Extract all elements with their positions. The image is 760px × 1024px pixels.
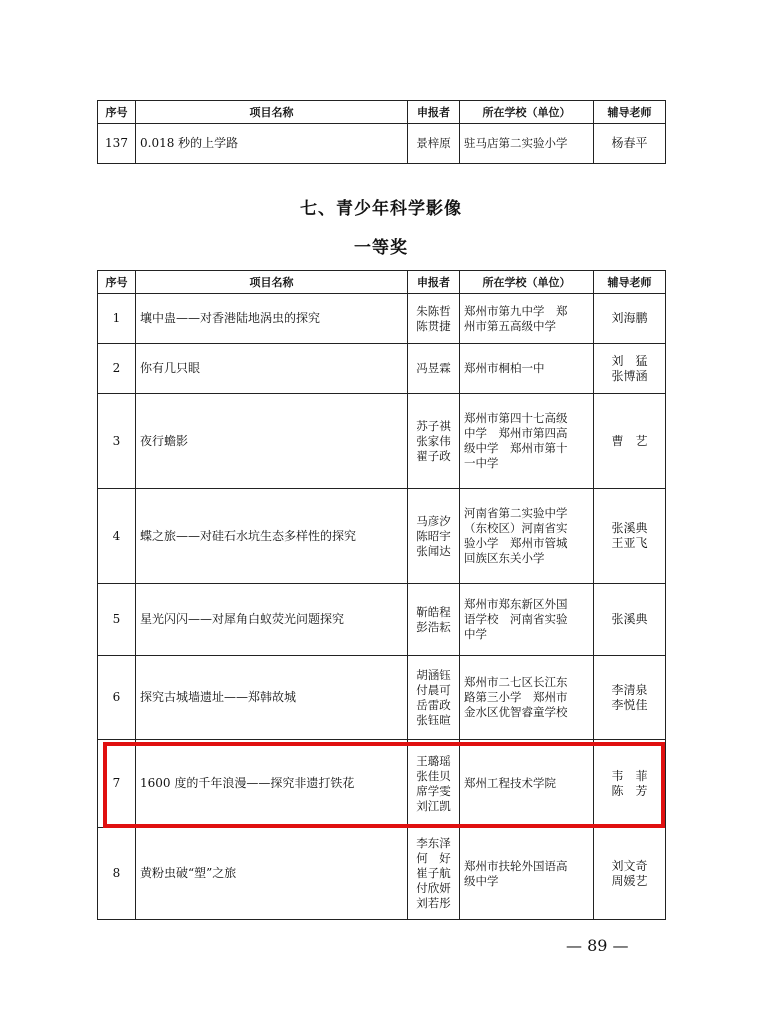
applicant-name: 张钰暄 [416,712,451,727]
header-project: 项目名称 [136,101,408,124]
school-line: 一中学 [464,456,499,470]
cell-seq: 137 [98,124,136,164]
cell-teachers [594,656,666,740]
applicant-name: 席学雯 [416,783,451,798]
teacher-name: 刘 猛 [611,353,648,368]
header-teacher: 辅导老师 [594,101,666,124]
teacher-name: 李清泉 [611,682,648,697]
cell-teachers [594,584,666,656]
school-line: 中学 郑州市第四高 [464,426,568,440]
school-line: 郑州市扶轮外国语高 [464,858,568,873]
table-header-row [98,271,666,294]
award-title: 一等奖 [354,238,408,258]
cell-applicants [408,124,460,164]
header-school: 所在学校（单位） [460,101,594,124]
teacher-name: 刘文奇 [611,858,648,873]
school-line: 中学 [464,627,487,641]
cell-applicants [408,344,460,394]
applicant-name: 刘若彤 [416,896,451,910]
cell-project: 你有几只眼 [136,344,408,394]
cell-teachers [594,294,666,344]
cell-project: 星光闪闪——对犀角白蚁荧光问题探究 [136,584,408,656]
cell-project: 夜行蟾影 [136,394,408,489]
cell-seq: 5 [98,584,136,656]
applicant-name: 崔子航 [416,866,451,880]
teacher-name: 张溪典 [611,521,648,535]
school-line: （东校区）河南省实 [464,521,568,535]
cell-applicants [408,584,460,656]
header-project: 项目名称 [136,271,408,294]
school-line: 郑州市二七区长江东 [464,675,568,689]
applicant-name: 苏子祺 [416,418,451,433]
teacher-name: 李悦佳 [611,697,648,712]
cell-applicants [408,740,460,828]
header-school: 所在学校（单位） [460,271,594,294]
cell-school [460,740,594,828]
applicant-name: 付晨可 [416,682,451,697]
school-line: 驻马店第二实验小学 [464,136,568,150]
teacher-name: 陈 芳 [611,783,648,798]
cell-school [460,584,594,656]
table-row [98,740,666,828]
header-applicant: 申报者 [408,101,460,124]
cell-applicants [408,394,460,489]
applicant-name: 李东泽 [416,836,451,850]
school-line: 郑州市郑东新区外国 [464,597,568,611]
applicant-name: 张闻达 [416,543,451,558]
cell-seq: 2 [98,344,136,394]
header-seq: 序号 [98,101,136,124]
cell-school [460,344,594,394]
table-row [98,489,666,584]
applicant-name: 何 好 [416,851,451,865]
cell-project: 黄粉虫破“塑”之旅 [136,828,408,920]
cell-seq: 8 [98,828,136,920]
school-line: 级中学 郑州市第十 [464,441,568,455]
teacher-name: 张溪典 [611,612,648,626]
applicant-name: 景梓原 [416,136,451,150]
school-line: 语学校 河南省实验 [464,612,568,626]
table-row [98,294,666,344]
school-line: 郑州市桐柏一中 [464,361,545,375]
applicant-name: 刘江凯 [416,798,451,813]
teacher-name: 张博涵 [611,368,648,383]
applicant-name: 陈贯捷 [416,318,451,333]
cell-school [460,489,594,584]
cell-school [460,294,594,344]
school-line: 郑州市第九中学 郑 [464,303,568,318]
table-row [98,344,666,394]
cell-teachers [594,489,666,584]
cell-project: 蝶之旅——对硅石水坑生态多样性的探究 [136,489,408,584]
school-line: 路第三小学 郑州市 [464,690,568,704]
header-applicant: 申报者 [408,271,460,294]
cell-seq: 1 [98,294,136,344]
cell-teachers [594,344,666,394]
applicant-name: 彭浩耘 [416,619,451,634]
cell-school [460,124,594,164]
table-header-row [98,101,666,124]
cell-teachers [594,828,666,920]
cell-project: 壤中蛊——对香港陆地涡虫的探究 [136,294,408,344]
school-line: 河南省第二实验中学 [464,506,568,520]
section-title: 七、青少年科学影像 [300,199,462,219]
school-line: 级中学 [464,873,499,888]
header-teacher: 辅导老师 [594,271,666,294]
cell-applicants [408,489,460,584]
cell-school [460,656,594,740]
table-row [98,124,666,164]
applicant-name: 岳雷政 [416,697,451,712]
applicant-name: 胡涵钰 [416,667,451,682]
cell-school [460,394,594,489]
applicant-name: 陈昭宇 [416,528,451,543]
cell-project: 探究古城墙遗址——郑韩故城 [136,656,408,740]
table-row [98,828,666,920]
applicant-name: 王璐瑶 [416,753,451,768]
table-continued [97,100,666,164]
school-line: 郑州工程技术学院 [464,776,556,790]
applicant-name: 朱陈哲 [416,303,451,318]
applicant-name: 马彦汐 [416,513,451,528]
applicant-name: 付欣妍 [416,881,451,895]
applicant-name: 张家伟 [416,433,451,448]
cell-teachers [594,740,666,828]
cell-applicants [408,656,460,740]
header-seq: 序号 [98,271,136,294]
table-row [98,656,666,740]
teacher-name: 王亚飞 [611,536,648,550]
school-line: 回族区东关小学 [464,551,545,565]
school-line: 州市第五高级中学 [464,318,556,333]
applicant-name: 冯昱霖 [416,361,451,375]
cell-seq: 3 [98,394,136,489]
cell-seq: 4 [98,489,136,584]
cell-applicants [408,828,460,920]
school-line: 郑州市第四十七高级 [464,411,568,425]
cell-teachers [594,124,666,164]
applicant-name: 张佳贝 [416,768,451,783]
table-first-prize [97,270,666,920]
table-row [98,394,666,489]
teacher-name: 周媛艺 [611,873,648,888]
teacher-name: 曹 艺 [611,433,648,448]
applicant-name: 靳皓程 [416,604,451,619]
cell-project: 1600 度的千年浪漫——探究非遗打铁花 [136,740,408,828]
cell-teachers [594,394,666,489]
cell-school [460,828,594,920]
page-number: — 89 — [566,936,629,955]
cell-project: 0.018 秒的上学路 [136,124,408,164]
cell-seq: 7 [98,740,136,828]
teacher-name: 杨春平 [611,136,648,150]
applicant-name: 翟子政 [416,448,451,463]
school-line: 验小学 郑州市管城 [464,536,568,550]
teacher-name: 刘海鹏 [611,311,648,325]
table-row [98,584,666,656]
teacher-name: 韦 菲 [611,768,648,783]
cell-applicants [408,294,460,344]
school-line: 金水区优智睿童学校 [464,705,568,719]
cell-seq: 6 [98,656,136,740]
